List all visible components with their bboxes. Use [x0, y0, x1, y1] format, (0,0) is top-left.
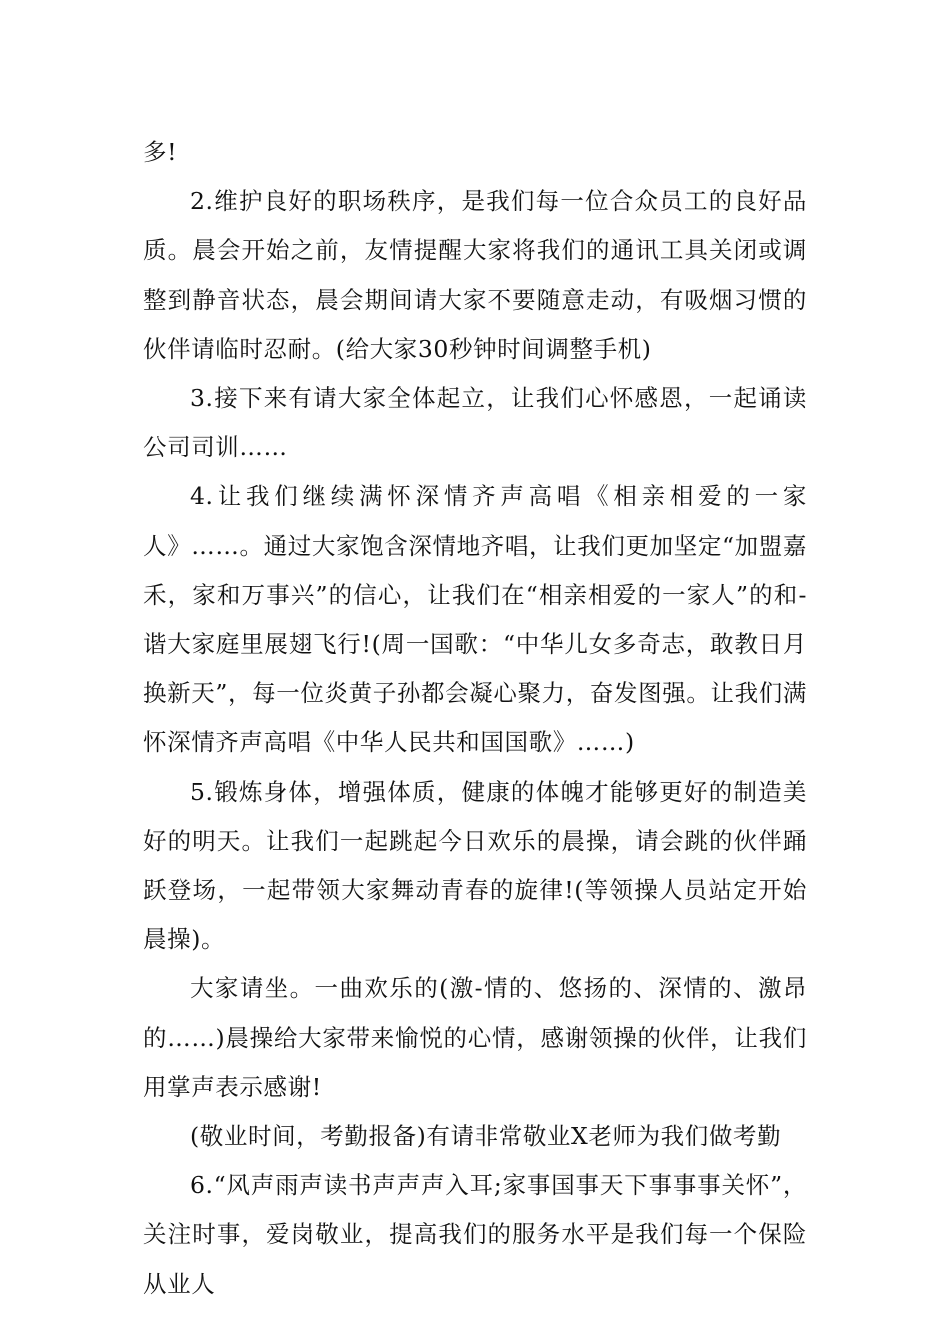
paragraph-be-seated: 大家请坐。一曲欢乐的(激-情的、悠扬的、深情的、激昂的……)晨操给大家带来愉悦的心情，感谢领操的伙伴，让我们用掌声表示感谢! [143, 974, 807, 1101]
paragraph-item-5: 5.锻炼身体，增强体质，健康的体魄才能够更好的制造美好的明天。让我们一起跳起今日欢乐的晨操，请会跳的伙伴踊跃登场，一起带领大家舞动青春的旋律!(等领操人员站定开始晨操)。 [143, 777, 807, 954]
paragraph-item-3: 3.接下来有请大家全体起立，让我们心怀感恩，一起诵读公司司训…… [143, 384, 807, 462]
paragraph-item-6: 6.“风声雨声读书声声声入耳;家事国事天下事事事关怀”，关注时事，爱岗敬业，提高我们的服务水平是我们每一个保险从业人 [143, 1171, 807, 1298]
paragraph-item-2: 2.维护良好的职场秩序，是我们每一位合众员工的良好品质。晨会开始之前，友情提醒大家将我们的通讯工具关闭或调整到静音状态，晨会期间请大家不要随意走动，有吸烟习惯的伙伴请临时忍耐。(给大家30秒钟时间调整手机) [143, 187, 807, 363]
paragraph-attendance: (敬业时间，考勤报备)有请非常敬业X老师为我们做考勤 [190, 1122, 782, 1151]
paragraph-item-4: 4.让我们继续满怀深情齐声高唱《相亲相爱的一家人》……。通过大家饱含深情地齐唱，让我们更加坚定“加盟嘉禾，家和万事兴”的信心，让我们在“相亲相爱的一家人”的和-谐大家庭里展翅飞行!(周一国歌：“中华儿女多奇志，敢教日月换新天”，每一位炎黄子孙都会凝心聚力，奋发图强。让我们满怀深情齐声高唱《中华人民共和国国歌》……) [143, 482, 807, 757]
document-body [143, 128, 807, 1309]
paragraph-continuation: 多! [143, 138, 178, 166]
